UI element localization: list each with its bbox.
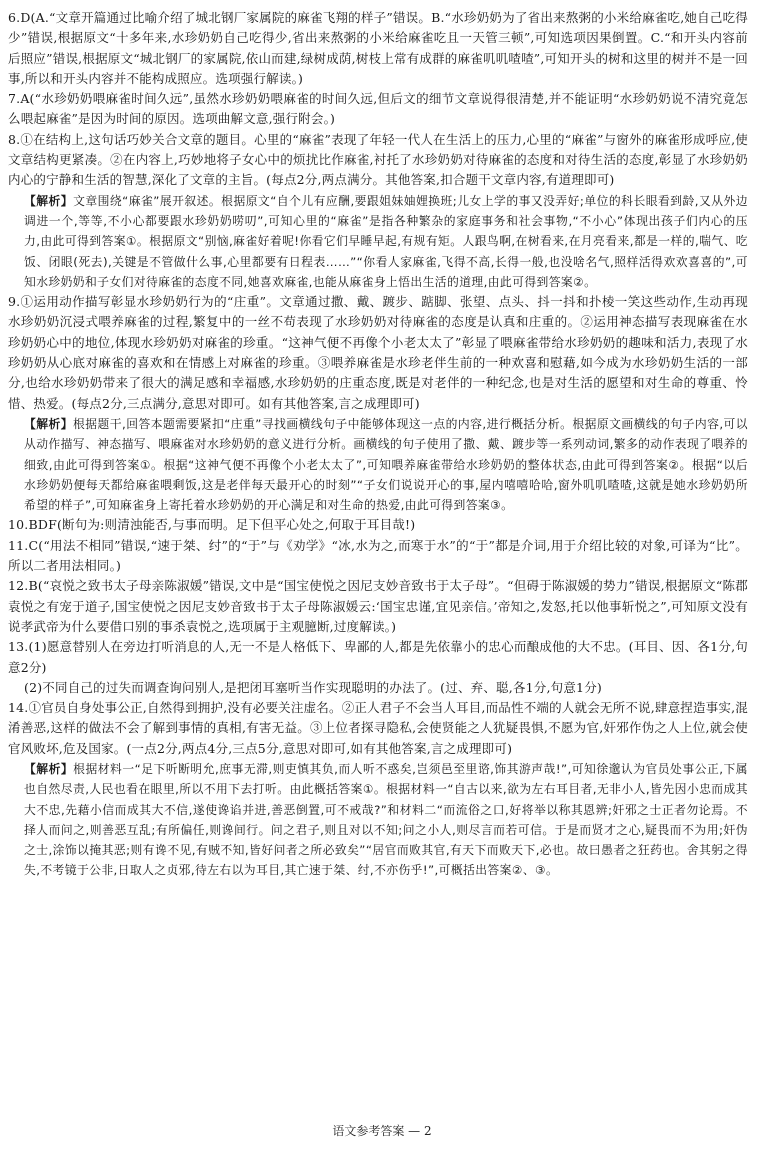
answer-body: (1)愿意替别人在旁边打听消息的人,无一不是人格低下、卑鄙的人,都是先依靠小的忠心而酿成他的大不忠。(耳目、因、各1分,句意2分) xyxy=(8,639,748,675)
analysis-text: 根据材料一“足下听断明允,庶事无滞,则吏慎其负,而人听不惑矣,岂须邑至里谘,饰其游声哉!”,可知徐邈认为官员处事公正,下属也自然尽责,人民也看在眼里,所以不用下去打听。由此概括答案①。根据材料一“自古以来,欲为左右耳目者,无非小人,皆先因小忠而成其大不忠,先藉小信而成其大不信,遂使谗谄并进,善恶倒置,可不戒哉?”和材料二“而流俗之口,好将举以称其恩辨;奸邪之士正者勿论焉。不择人而问之,则善恶互乱;有所偏任,则谗间行。问之君子,则且对以不知;问之小人,则尽言而若可信。于是而贤才之心,疑畏而不为用;奸伪之士,涂饰以掩其恶;则有谗不见,有贼不知,皆好问者之所必致矣”“居官而败其官,有天下而败天下,必也。故曰愚者之狂药也。舍其躬之得失,不考镜于公非,日取人之贞邪,待左右以为耳目,其亡速于桀、纣,不亦伤乎!”,可概括出答案②、③。 xyxy=(24,761,748,878)
answer-text xyxy=(8,536,748,577)
answer-body: ①在结构上,这句话巧妙关合文章的题目。心里的“麻雀”表现了年轻一代人在生活上的压力,心里的“麻雀”与窗外的麻雀形成呼应,使文章结构更紧凑。②在内容上,巧妙地将子女心中的烦扰比作麻雀,衬托了水珍奶奶对待麻雀的态度和对待生活的态度,彰显了水珍奶奶内心的宁静和生活的智慧,深化了文章的主旨。(每点2分,两点满分。其他答案,扣合题干文章内容,有道理即可) xyxy=(8,131,748,188)
question-number: 10. xyxy=(8,517,29,533)
answer-item-14 xyxy=(8,698,748,881)
answer-text xyxy=(8,130,748,191)
analysis-block xyxy=(8,414,748,515)
question-number: 13. xyxy=(8,639,29,655)
answer-item-6 xyxy=(8,8,748,89)
answer-text xyxy=(8,515,748,535)
analysis-text: 文章围绕“麻雀”展开叙述。根据原文“自个儿有应酬,要跟姐妹妯娌换班;儿女上学的事又没弄好;单位的科长眼看到龄,又从外边调进一个,等等,不小心都要跟水珍奶奶唠叨”,可知心里的“麻雀”是指各种繁杂的家庭事务和社会事物,“不小心”体现出孩子们内心的压力,由此可得到答案①。根据原文“别恼,麻雀好着呢!你看它们早睡早起,有规有矩。人跟鸟啊,在树看来,在月亮看来,都是一样的,喘气、吃饭、闭眼(死去),关键是不管做什么事,心里都要有日程表……”“你看人家麻雀,飞得不高,长得一般,也没啥名气,照样活得欢欢喜喜的”,可知水珍奶奶和子女们对待麻雀的态度不同,她喜欢麻雀,也能从麻雀身上悟出生活的道理,由此可得到答案②。 xyxy=(24,193,748,289)
answer-body: ①官员自身处事公正,自然得到拥护,没有必要关注虚名。②正人君子不会当人耳目,而品性不端的人就会无所不说,肆意捏造事实,混淆善恶,这样的做法不会了解到事情的真相,有害无益。③上位者探寻隐私,会使贤能之人犹疑畏惧,不愿为官,奸邪作伪之人上位,就会使官风败坏,危及国家。(一点2分,两点4分,三点5分,意思对即可,如有其他答案,言之成理即可) xyxy=(8,700,748,756)
answer-item-7 xyxy=(8,89,748,130)
answer-text xyxy=(8,637,748,678)
answer-text xyxy=(8,576,748,637)
analysis-text: 根据题干,回答本题需要紧扣“庄重”寻找画横线句子中能够体现这一点的内容,进行概括分析。根据原文画横线的句子内容,可以从动作描写、神态描写、喂麻雀对水珍奶奶的意义进行分析。画横线的句子使用了撒、戴、踱步等一系列动词,繁多的动作表现了喂养的细致,由此可得到答案①。根据“这神气便不再像个小老太太了”,可知喂养麻雀带给水珍奶奶的整体状态,由此可得到答案②。根据“以后水珍奶奶便每天都给麻雀喂剩饭,这是老伴每天最开心的时刻”“子女们说说开心的事,屋内嘻嘻哈哈,窗外叽叽喳喳,这就是她水珍奶奶所希望的样子”,可知麻雀身上寄托着水珍奶奶的开心满足和对生命的热爱,由此可得到答案③。 xyxy=(24,416,748,513)
analysis-tag: 【解析】 xyxy=(24,416,74,431)
answer-item-10 xyxy=(8,515,748,535)
answer-body: B(“哀悦之致书太子母亲陈淑媛”错误,文中是“国宝使悦之因尼支妙音致书于太子母”。“但碍于陈淑媛的势力”错误,根据原文“陈郡袁悦之有宠于道子,国宝使悦之因尼支妙音致书于太子母陈淑媛云:‘国宝忠谨,宜见亲信。’帝知之,发怒,托以他事斩悦之”,可知原文没有说孝武帝为什么要借口别的事杀袁悦之,选项属于主观臆断,过度解读。) xyxy=(8,578,748,634)
analysis-block xyxy=(8,759,748,881)
page-footer: 语文参考答案 — 2 xyxy=(332,1124,432,1138)
answer-item-11 xyxy=(8,536,748,577)
question-number: 6. xyxy=(8,10,21,25)
answer-subpart: (2)不同自己的过失而调查询问别人,是把闭耳塞听当作实现聪明的办法了。(过、弃、聪,各1分,句意1分) xyxy=(24,679,602,695)
answer-item-13 xyxy=(8,637,748,698)
answer-item-9 xyxy=(8,292,748,515)
answer-body: D(A.“文章开篇通过比喻介绍了城北钢厂家属院的麻雀飞翔的样子”错误。B.“水珍奶奶为了省出来熬粥的小米给麻雀吃,她自己吃得少”错误,根据原文“十多年来,水珍奶奶自己吃得少,省出来熬粥的小米给麻雀吃且一天管三顿”,可知选项因果倒置。C.“和开头内容前后照应”错误,根据原文“城北钢厂的家属院,依山而建,绿树成荫,树枝上常有成群的麻雀叽叽喳喳”,可知开头的树和这里的树并不是一回事,所以和开头内容并不能构成照应。选项强行解读。) xyxy=(8,10,748,86)
question-number: 8. xyxy=(8,131,21,147)
question-number: 7. xyxy=(8,91,21,107)
question-number: 11. xyxy=(8,537,29,553)
answer-sheet xyxy=(8,8,748,881)
analysis-tag: 【解析】 xyxy=(24,761,74,776)
answer-body: BDF(断句为:则清浊能否,与事而明。足下但平心处之,何取于耳目哉!) xyxy=(28,517,416,533)
answer-text xyxy=(8,292,748,414)
question-number: 14. xyxy=(8,700,29,716)
answer-body: C(“用法不相同”错误,“速于桀、纣”的“于”与《劝学》“冰,水为之,而寒于水”的“于”都是介词,用于介绍比较的对象,可译为“比”。所以二者用法相同。) xyxy=(8,537,748,574)
question-number: 12. xyxy=(8,578,29,594)
question-number: 9. xyxy=(8,294,21,310)
answer-body: A(“水珍奶奶喂麻雀时间久远”,虽然水珍奶奶喂麻雀的时间久远,但后文的细节文章说得很清楚,并不能证明“水珍奶奶说不清究竟怎么喂起麻雀”是因为时间的原因。选项曲解文意,强行附会。) xyxy=(8,91,748,127)
answer-text xyxy=(8,89,748,130)
answer-body: ①运用动作描写彰显水珍奶奶行为的“庄重”。文章通过撒、戴、踱步、踮脚、张望、点头、抖一抖和扑棱一笑这些动作,生动再现水珍奶奶沉浸式喂养麻雀的过程,繁复中的一丝不苟表现了水珍奶奶对待麻雀的态度是认真和庄重的。②运用神态描写表现麻雀在水珍奶奶心中的地位,体现水珍奶奶对麻雀的珍重。“这神气便不再像个小老太太了”彰显了喂麻雀带给水珍奶奶的趣味和活力,表现了水珍奶奶从心底对麻雀的喜欢和在情感上对麻雀的珍重。③喂养麻雀是水珍老伴生前的一种欢喜和慰藉,如今成为水珍奶奶生活的一部分,也给水珍奶奶带来了很大的满足感和幸福感,水珍奶奶的庄重态度,既是对老伴的一种纪念,也是对生活的愿望和对生命的尊重、怜惜、热爱。(每点2分,三点满分,意思对即可。如有其他答案,言之成理即可) xyxy=(8,294,748,411)
answer-item-8 xyxy=(8,130,748,292)
answer-text xyxy=(8,698,748,759)
answer-item-12 xyxy=(8,576,748,637)
answer-text xyxy=(8,8,748,89)
analysis-block xyxy=(8,191,748,292)
analysis-tag: 【解析】 xyxy=(24,193,74,208)
